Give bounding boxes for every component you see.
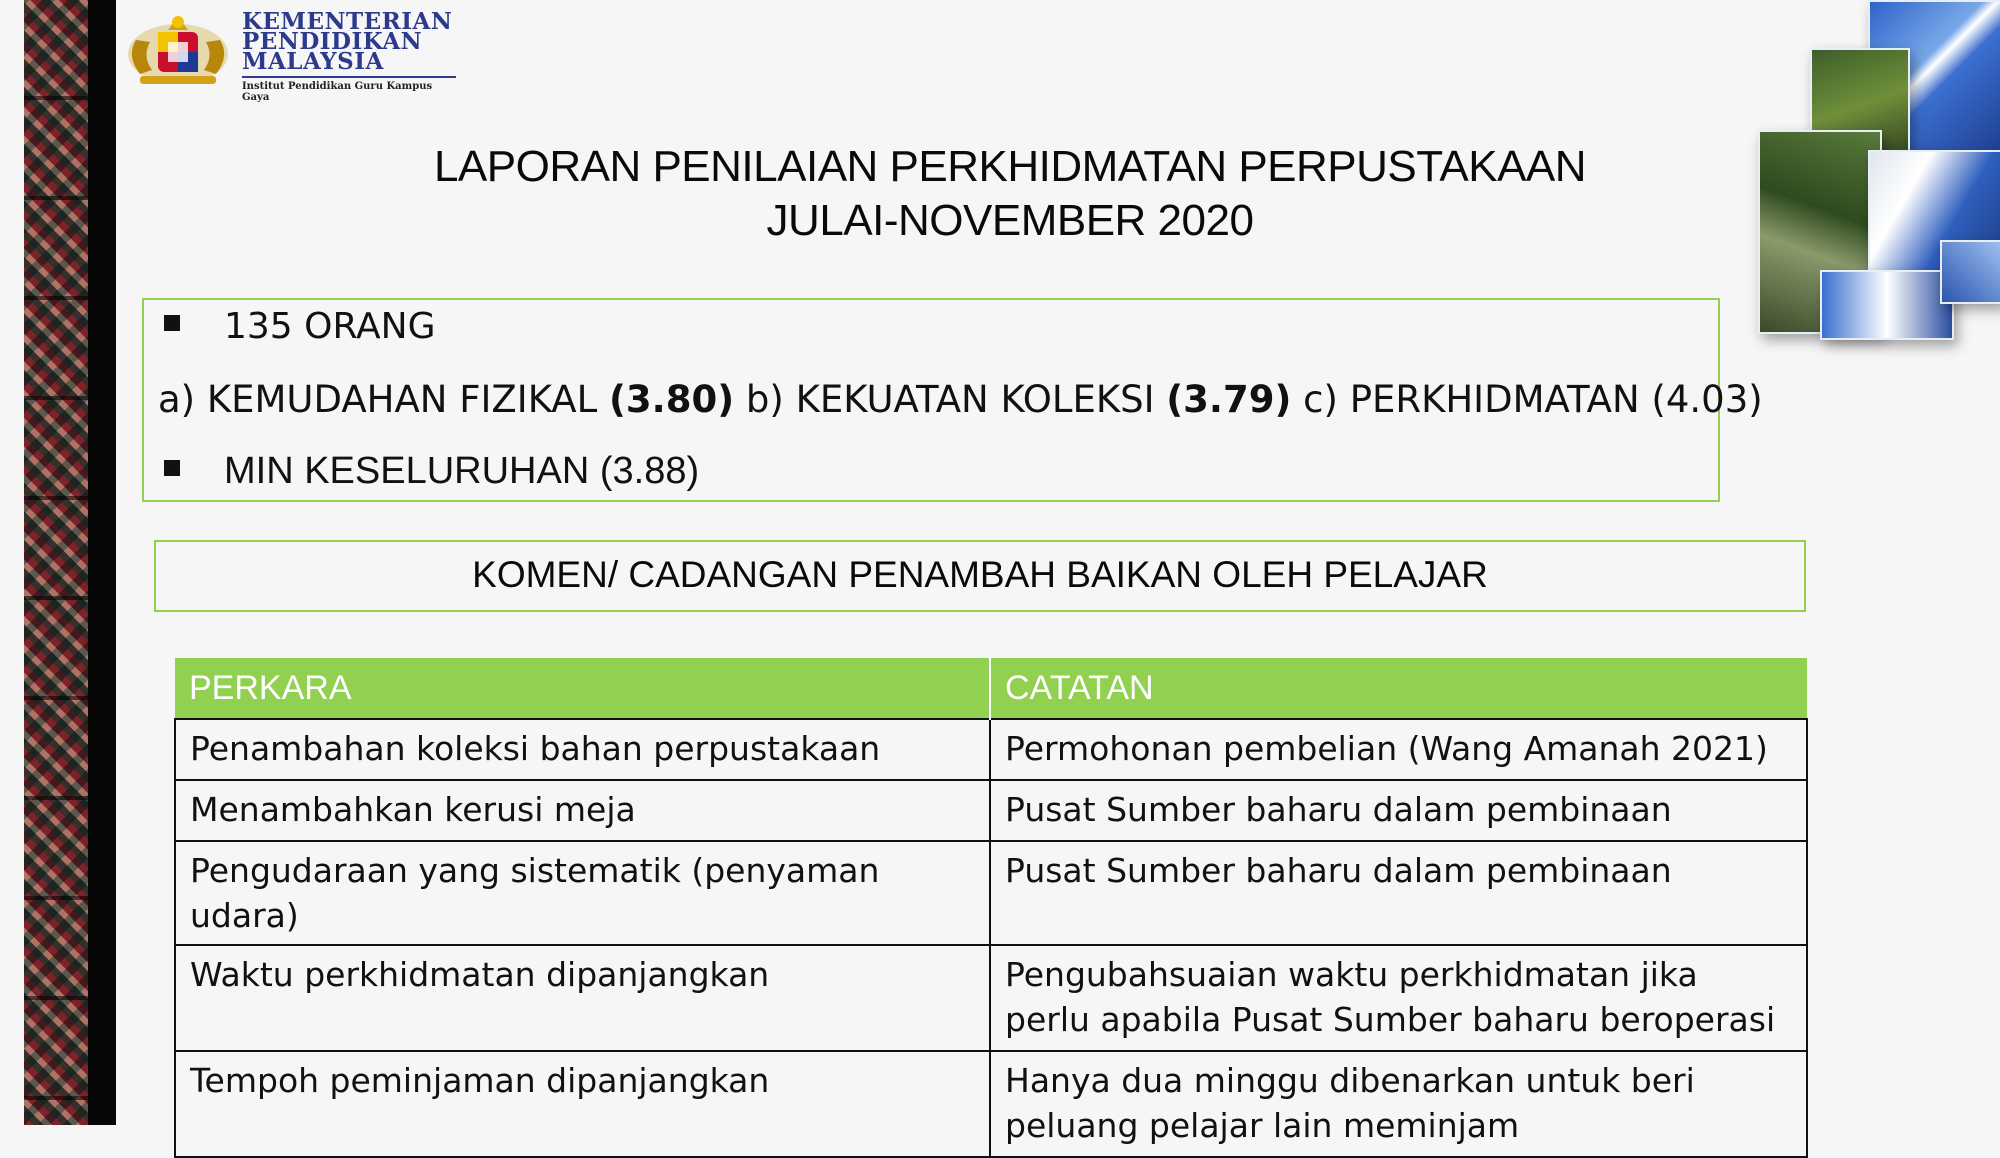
black-strip xyxy=(88,0,116,1125)
square-bullet-icon xyxy=(164,460,180,476)
table-row xyxy=(175,719,1807,780)
table-cell-perkara: Tempoh peminjaman dipanjangkan xyxy=(175,1051,990,1157)
title-line-1: LAPORAN PENILAIAN PERKHIDMATAN PERPUSTAKAAN xyxy=(433,142,1587,191)
score-a-value: (3.80) xyxy=(609,378,735,421)
table-row xyxy=(175,841,1807,945)
table-cell-catatan: Pusat Sumber baharu dalam pembinaan xyxy=(990,780,1807,841)
header-catatan: CATATAN xyxy=(990,658,1807,719)
title-line-2: JULAI-NOVEMBER 2020 xyxy=(766,196,1254,245)
logo-subtitle: Institut Pendidikan Guru Kampus Gaya xyxy=(242,81,433,103)
respondents-count: 135 ORANG xyxy=(224,306,436,347)
overall-mean: MIN KESELURUHAN (3.88) xyxy=(224,450,700,492)
score-b-label: b) KEKUATAN KOLEKSI xyxy=(734,378,1167,421)
summary-box xyxy=(142,298,1763,502)
table-header-row xyxy=(175,658,1807,719)
comments-heading: KOMEN/ CADANGAN PENAMBAH BAIKAN OLEH PELAJAR xyxy=(154,540,1806,612)
table-cell-perkara: Pengudaraan yang sistematik (penyaman udara) xyxy=(175,841,990,945)
table-cell-catatan: Pengubahsuaian waktu perkhidmatan jika perlu apabila Pusat Sumber baharu beroperasi xyxy=(990,945,1807,1051)
overall-line xyxy=(158,450,699,493)
respondents-line xyxy=(158,306,436,347)
photo-tile xyxy=(1820,270,1954,340)
malaysia-coat-of-arms-icon xyxy=(122,10,234,90)
woven-pattern-bands xyxy=(24,0,88,1125)
table-row xyxy=(175,780,1807,841)
logo-line-2: PENDIDIKAN xyxy=(242,28,423,55)
logo-line-3: MALAYSIA xyxy=(242,48,384,75)
photo-tile xyxy=(1940,240,2000,304)
table-cell-catatan: Hanya dua minggu dibenarkan untuk beri peluang pelajar lain meminjam xyxy=(990,1051,1807,1157)
score-c-label: c) PERKHIDMATAN (4.03) xyxy=(1291,378,1763,421)
comments-table xyxy=(174,658,1808,1158)
table-cell-perkara: Menambahkan kerusi meja xyxy=(175,780,990,841)
table-cell-perkara: Penambahan koleksi bahan perpustakaan xyxy=(175,719,990,780)
logo-text xyxy=(242,8,462,103)
decorative-left-border xyxy=(0,0,118,1125)
header-perkara: PERKARA xyxy=(175,658,990,719)
logo-rule xyxy=(242,76,456,78)
table-cell-perkara: Waktu perkhidmatan dipanjangkan xyxy=(175,945,990,1051)
ministry-logo xyxy=(122,8,462,103)
page-title xyxy=(140,140,1880,248)
table-row xyxy=(175,945,1807,1051)
score-a-label: a) KEMUDAHAN FIZIKAL xyxy=(158,378,609,421)
table-cell-catatan: Permohonan pembelian (Wang Amanah 2021) xyxy=(990,719,1807,780)
scores-line xyxy=(158,378,1763,421)
table-row xyxy=(175,1051,1807,1157)
logo-line-1: KEMENTERIAN xyxy=(242,8,453,35)
square-bullet-icon xyxy=(164,315,180,331)
table-cell-catatan: Pusat Sumber baharu dalam pembinaan xyxy=(990,841,1807,945)
score-b-value: (3.79) xyxy=(1166,378,1292,421)
